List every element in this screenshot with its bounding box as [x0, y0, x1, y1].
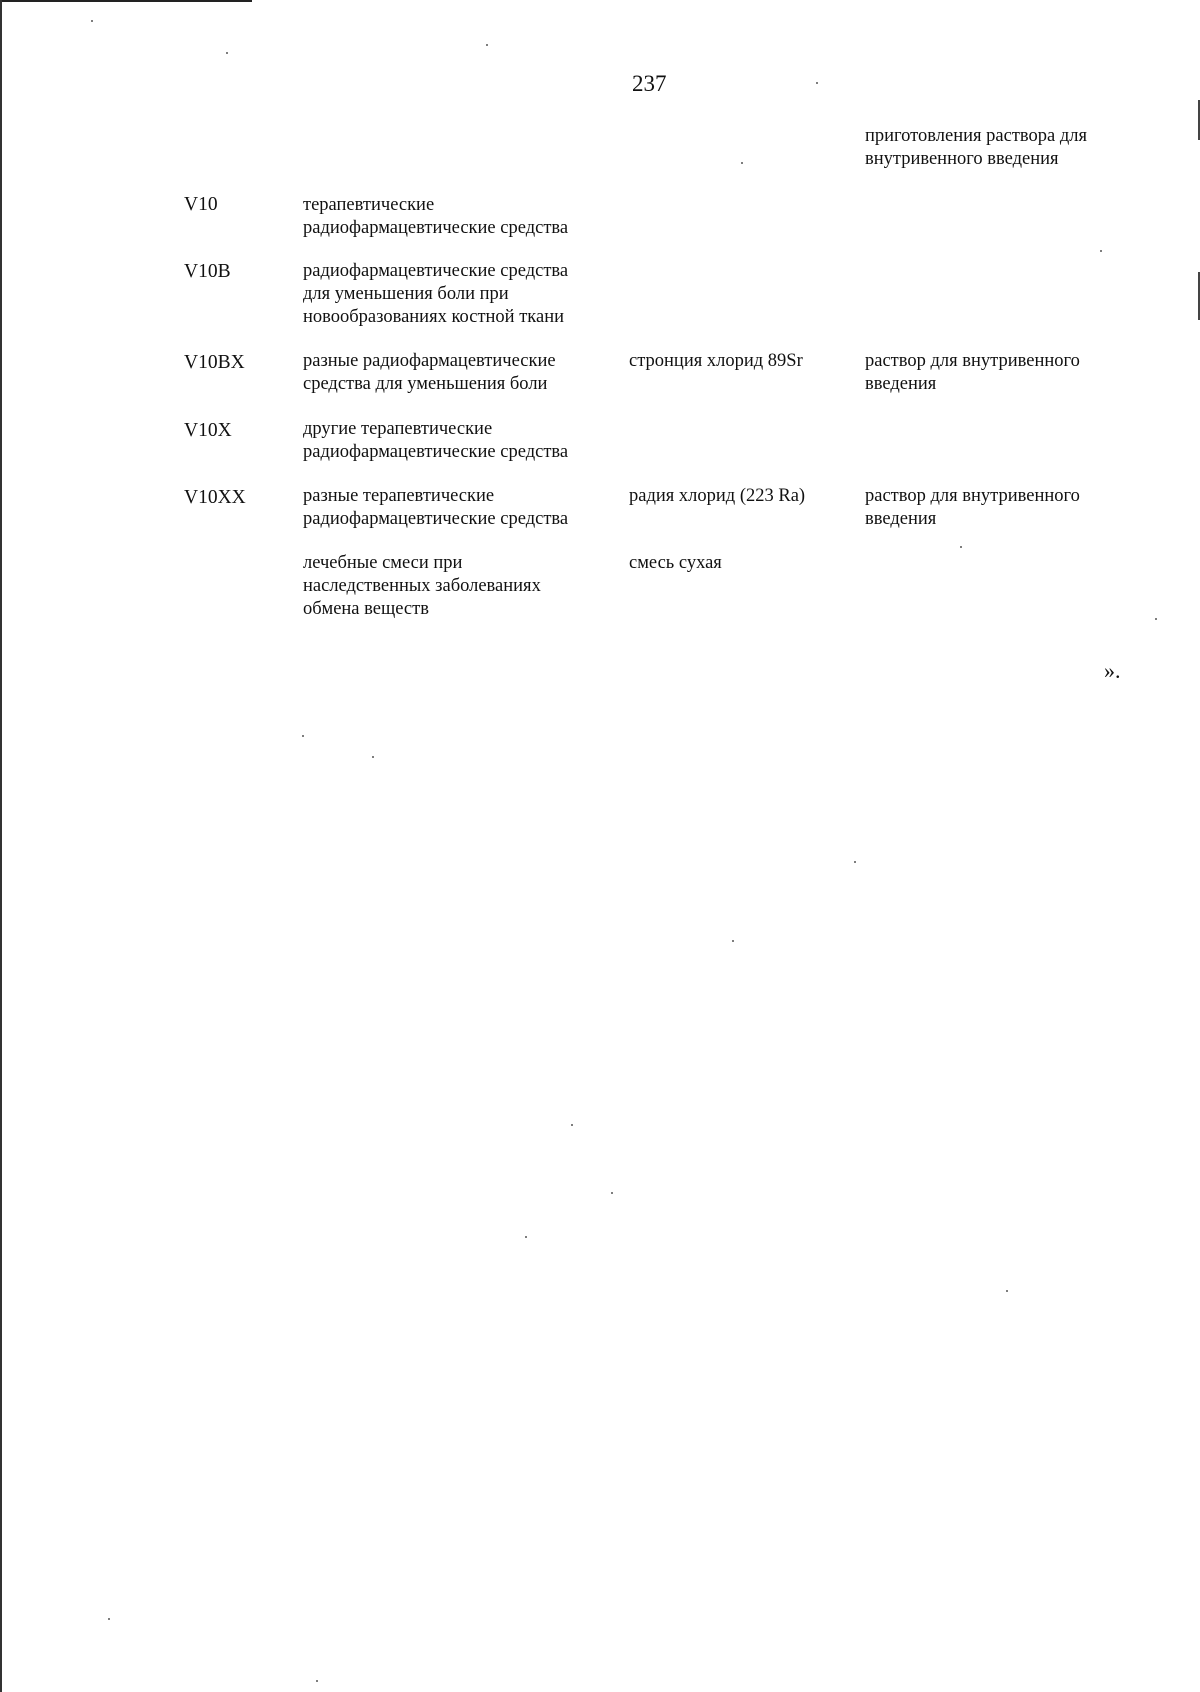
- scan-speck: [732, 940, 734, 942]
- anatomical-therapeutic-group: лечебные смеси при наследственных заболеваниях обмена веществ: [303, 553, 541, 619]
- dosage-form: раствор для внутривенного введения: [865, 486, 1080, 529]
- scan-speck: [226, 52, 228, 54]
- scan-edge-top: [0, 0, 252, 2]
- scan-speck: [741, 162, 743, 164]
- atc-code: V10X: [184, 420, 232, 441]
- scan-speck: [960, 546, 962, 548]
- medicinal-substance: стронция хлорид 89Sr: [629, 351, 803, 371]
- scan-speck: [108, 1618, 110, 1620]
- medicinal-substance: смесь сухая: [629, 553, 722, 573]
- scan-speck: [316, 1680, 318, 1682]
- scan-speck: [1006, 1290, 1008, 1292]
- dosage-form: раствор для внутривенного введения: [865, 351, 1080, 394]
- anatomical-therapeutic-group: разные терапевтические радиофармацевтические средства: [303, 486, 569, 529]
- atc-code: V10: [184, 194, 218, 215]
- scan-speck: [1155, 618, 1157, 620]
- scan-speck: [816, 82, 818, 84]
- scan-speck: [525, 1236, 527, 1238]
- anatomical-therapeutic-group: другие терапевтические радиофармацевтические средства: [303, 419, 569, 462]
- closing-quote-mark: ».: [1104, 658, 1121, 683]
- page-number: 237: [632, 71, 667, 96]
- scan-edge-left: [0, 0, 2, 1692]
- scan-speck: [372, 756, 374, 758]
- scan-speck: [611, 1192, 613, 1194]
- scan-speck: [1100, 250, 1102, 252]
- scan-speck: [91, 20, 93, 22]
- anatomical-therapeutic-group: разные радиофармацевтические средства для уменьшения боли: [303, 351, 556, 394]
- scan-speck: [854, 861, 856, 863]
- atc-code: V10XX: [184, 487, 246, 508]
- continued-dosage-form: приготовления раствора для внутривенного введения: [865, 126, 1087, 169]
- atc-code: V10B: [184, 261, 231, 282]
- anatomical-therapeutic-group: радиофармацевтические средства для уменьшения боли при новообразованиях костной ткани: [303, 261, 569, 327]
- scan-speck: [486, 44, 488, 46]
- scan-speck: [571, 1124, 573, 1126]
- anatomical-therapeutic-group: терапевтические радиофармацевтические средства: [303, 195, 569, 238]
- scan-speck: [302, 735, 304, 737]
- medicinal-substance: радия хлорид (223 Ra): [629, 486, 806, 506]
- atc-code: V10BX: [184, 352, 245, 373]
